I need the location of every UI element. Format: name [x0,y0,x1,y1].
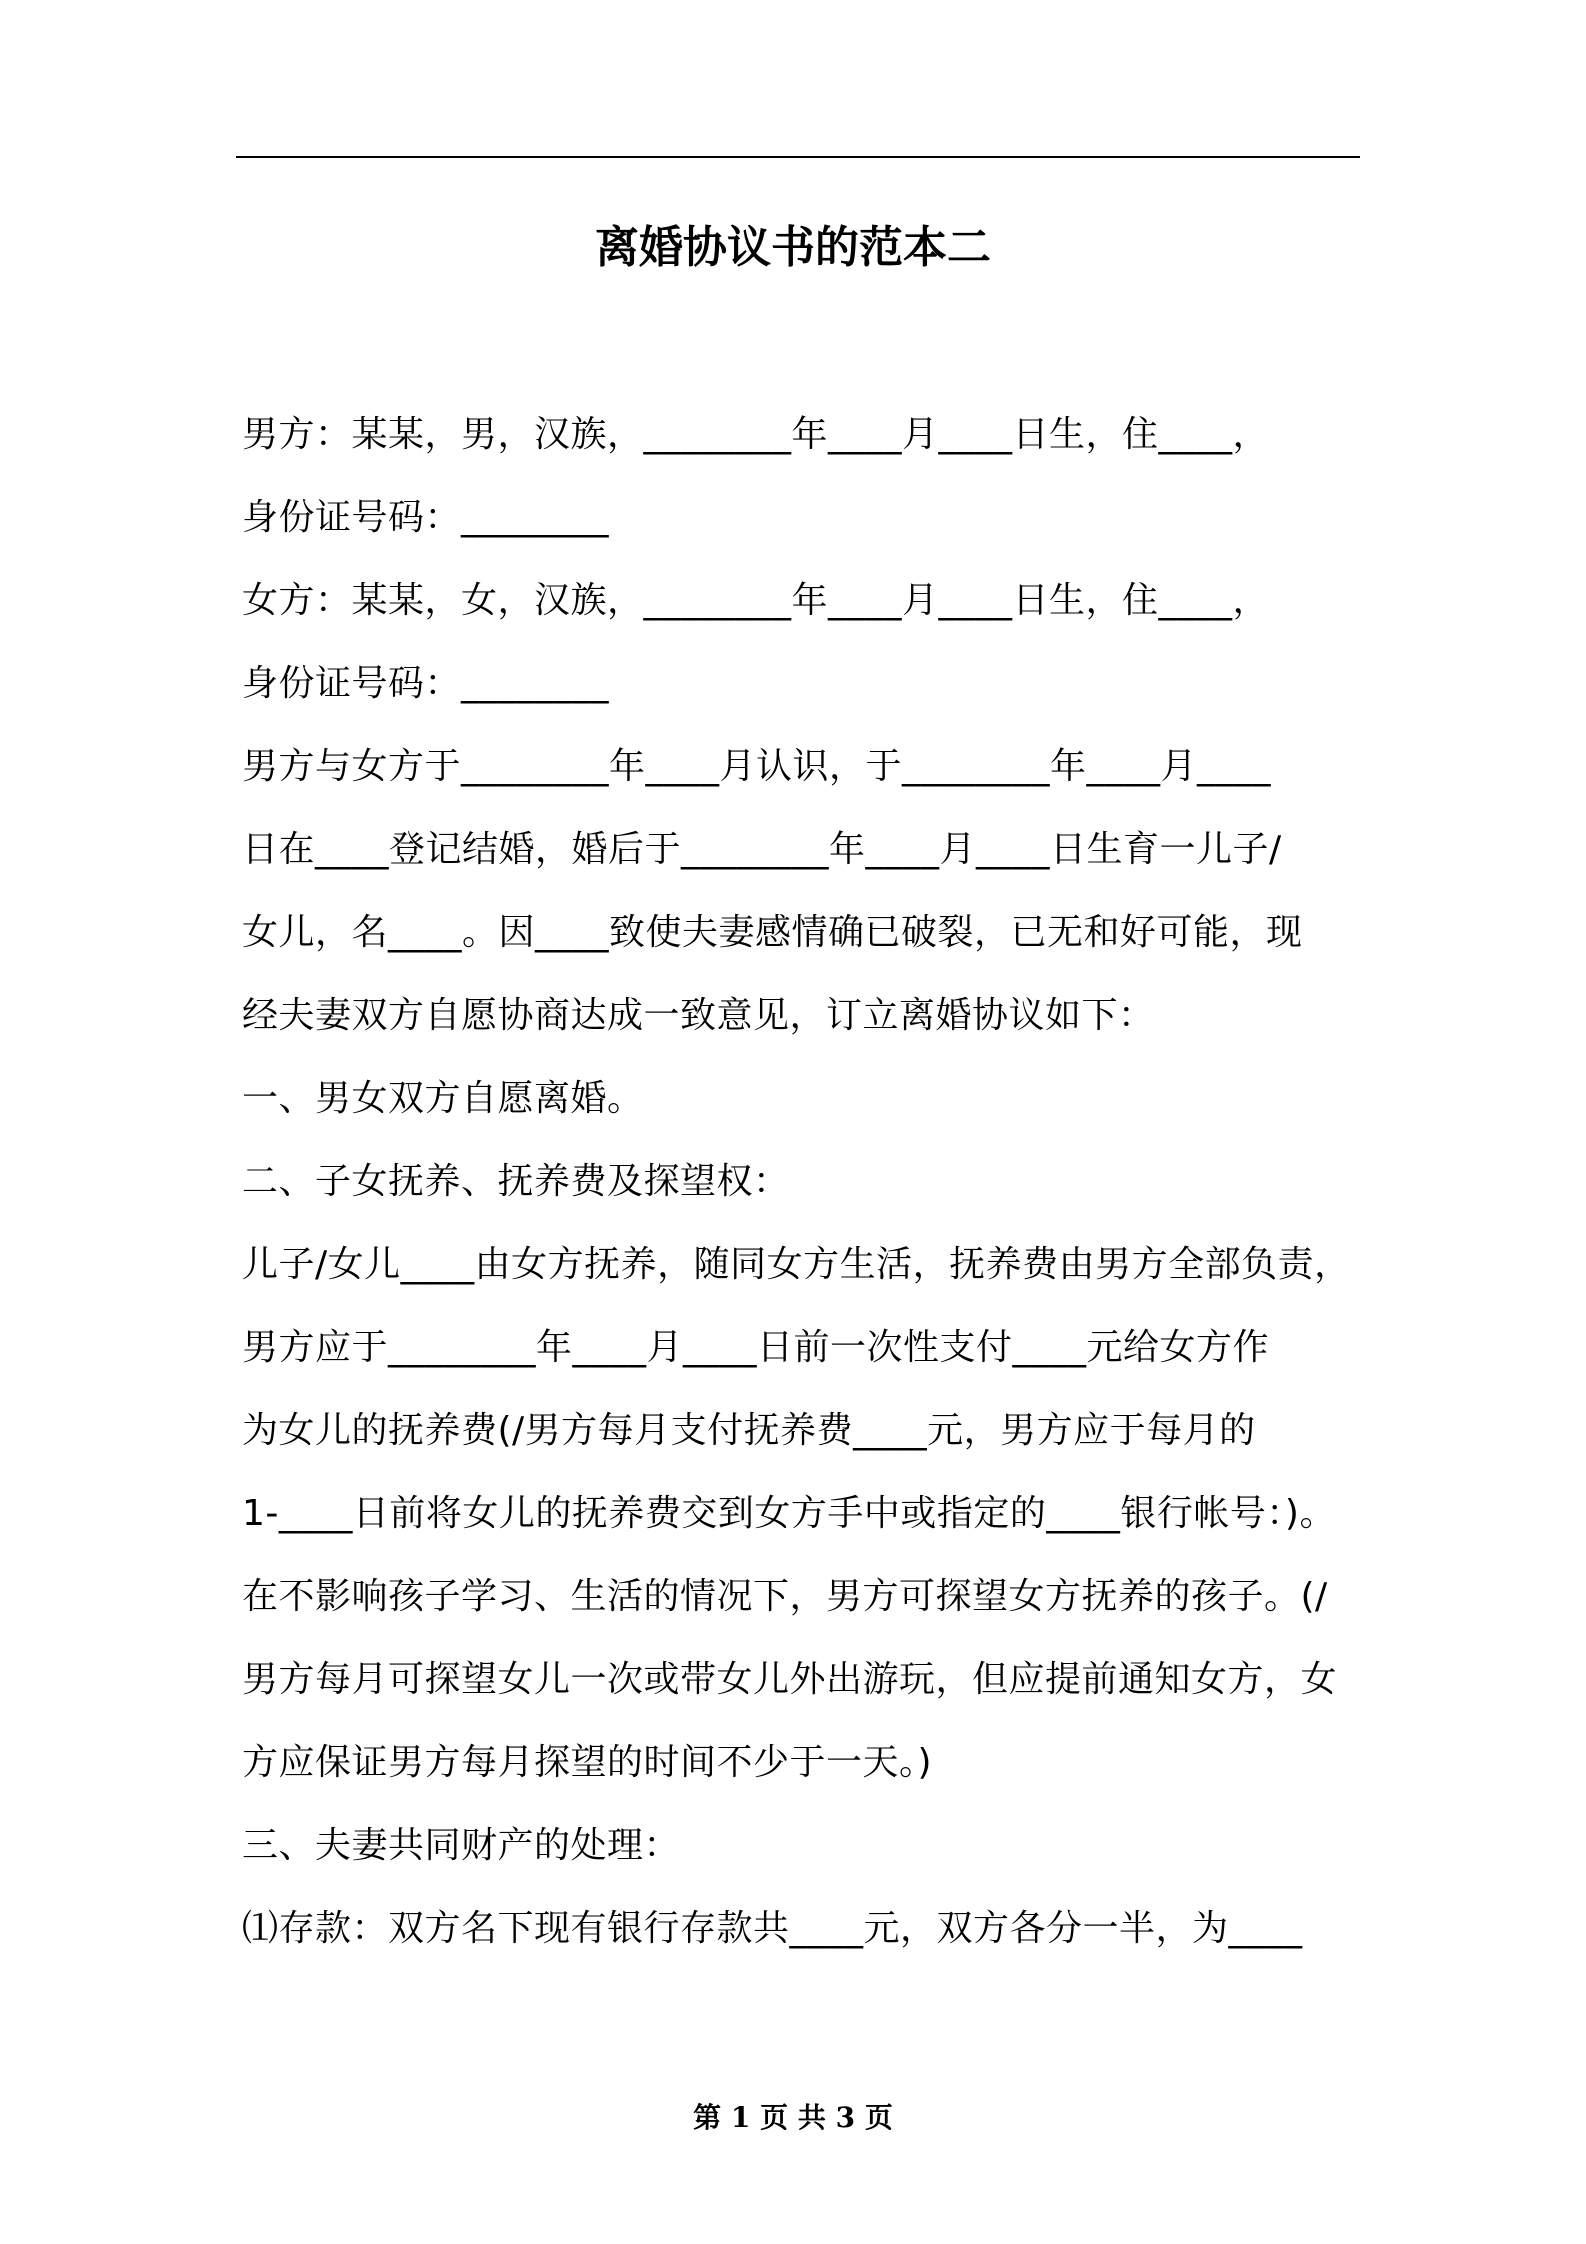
text-line: 经夫妻双方自愿协商达成一致意见，订立离婚协议如下： [242,995,1155,1036]
page-number: 第 1 页 共 3 页 [693,2101,893,2134]
text-line: ⑴存款：双方名下现有银行存款共____元，双方各分一半，为____ [242,1908,1303,1949]
text-line: 男方应于________年____月____日前一次性支付____元给女方作 [242,1327,1270,1368]
text-line: 女儿，名____。因____致使夫妻感情确已破裂，已无和好可能，现 [242,912,1303,953]
text-line: 儿子/女儿____由女方抚养，随同女方生活，抚养费由男方全部负责， [242,1244,1351,1285]
text-line: 男方与女方于________年____月认识，于________年____月____ [242,746,1272,787]
text-line: 男方：某某，男，汉族，________年____月____日生，住____， [242,414,1270,455]
text-line: 身份证号码：________ [242,497,610,538]
text-line: 1-____日前将女儿的抚养费交到女方手中或指定的____银行帐号：)。 [242,1493,1336,1534]
text-line: 在不影响孩子学习、生活的情况下，男方可探望女方抚养的孩子。(/ [242,1576,1328,1617]
text-line: 日在____登记结婚，婚后于________年____月____日生育一儿子/ [242,829,1282,870]
section-heading: 一、男女双方自愿离婚。 [242,1078,644,1119]
text-line: 女方：某某，女，汉族，________年____月____日生，住____， [242,580,1270,621]
document-title: 离婚协议书的范本二 [595,222,991,273]
text-line: 方应保证男方每月探望的时间不少于一天。) [242,1742,933,1783]
text-line: 男方每月可探望女儿一次或带女儿外出游玩，但应提前通知女方，女 [242,1659,1338,1700]
header-divider [236,156,1360,158]
section-heading: 三、夫妻共同财产的处理： [242,1825,681,1866]
text-line: 为女儿的抚养费(/男方每月支付抚养费____元，男方应于每月的 [242,1410,1256,1451]
text-line: 身份证号码：________ [242,663,610,704]
section-heading: 二、子女抚养、抚养费及探望权： [242,1161,790,1202]
